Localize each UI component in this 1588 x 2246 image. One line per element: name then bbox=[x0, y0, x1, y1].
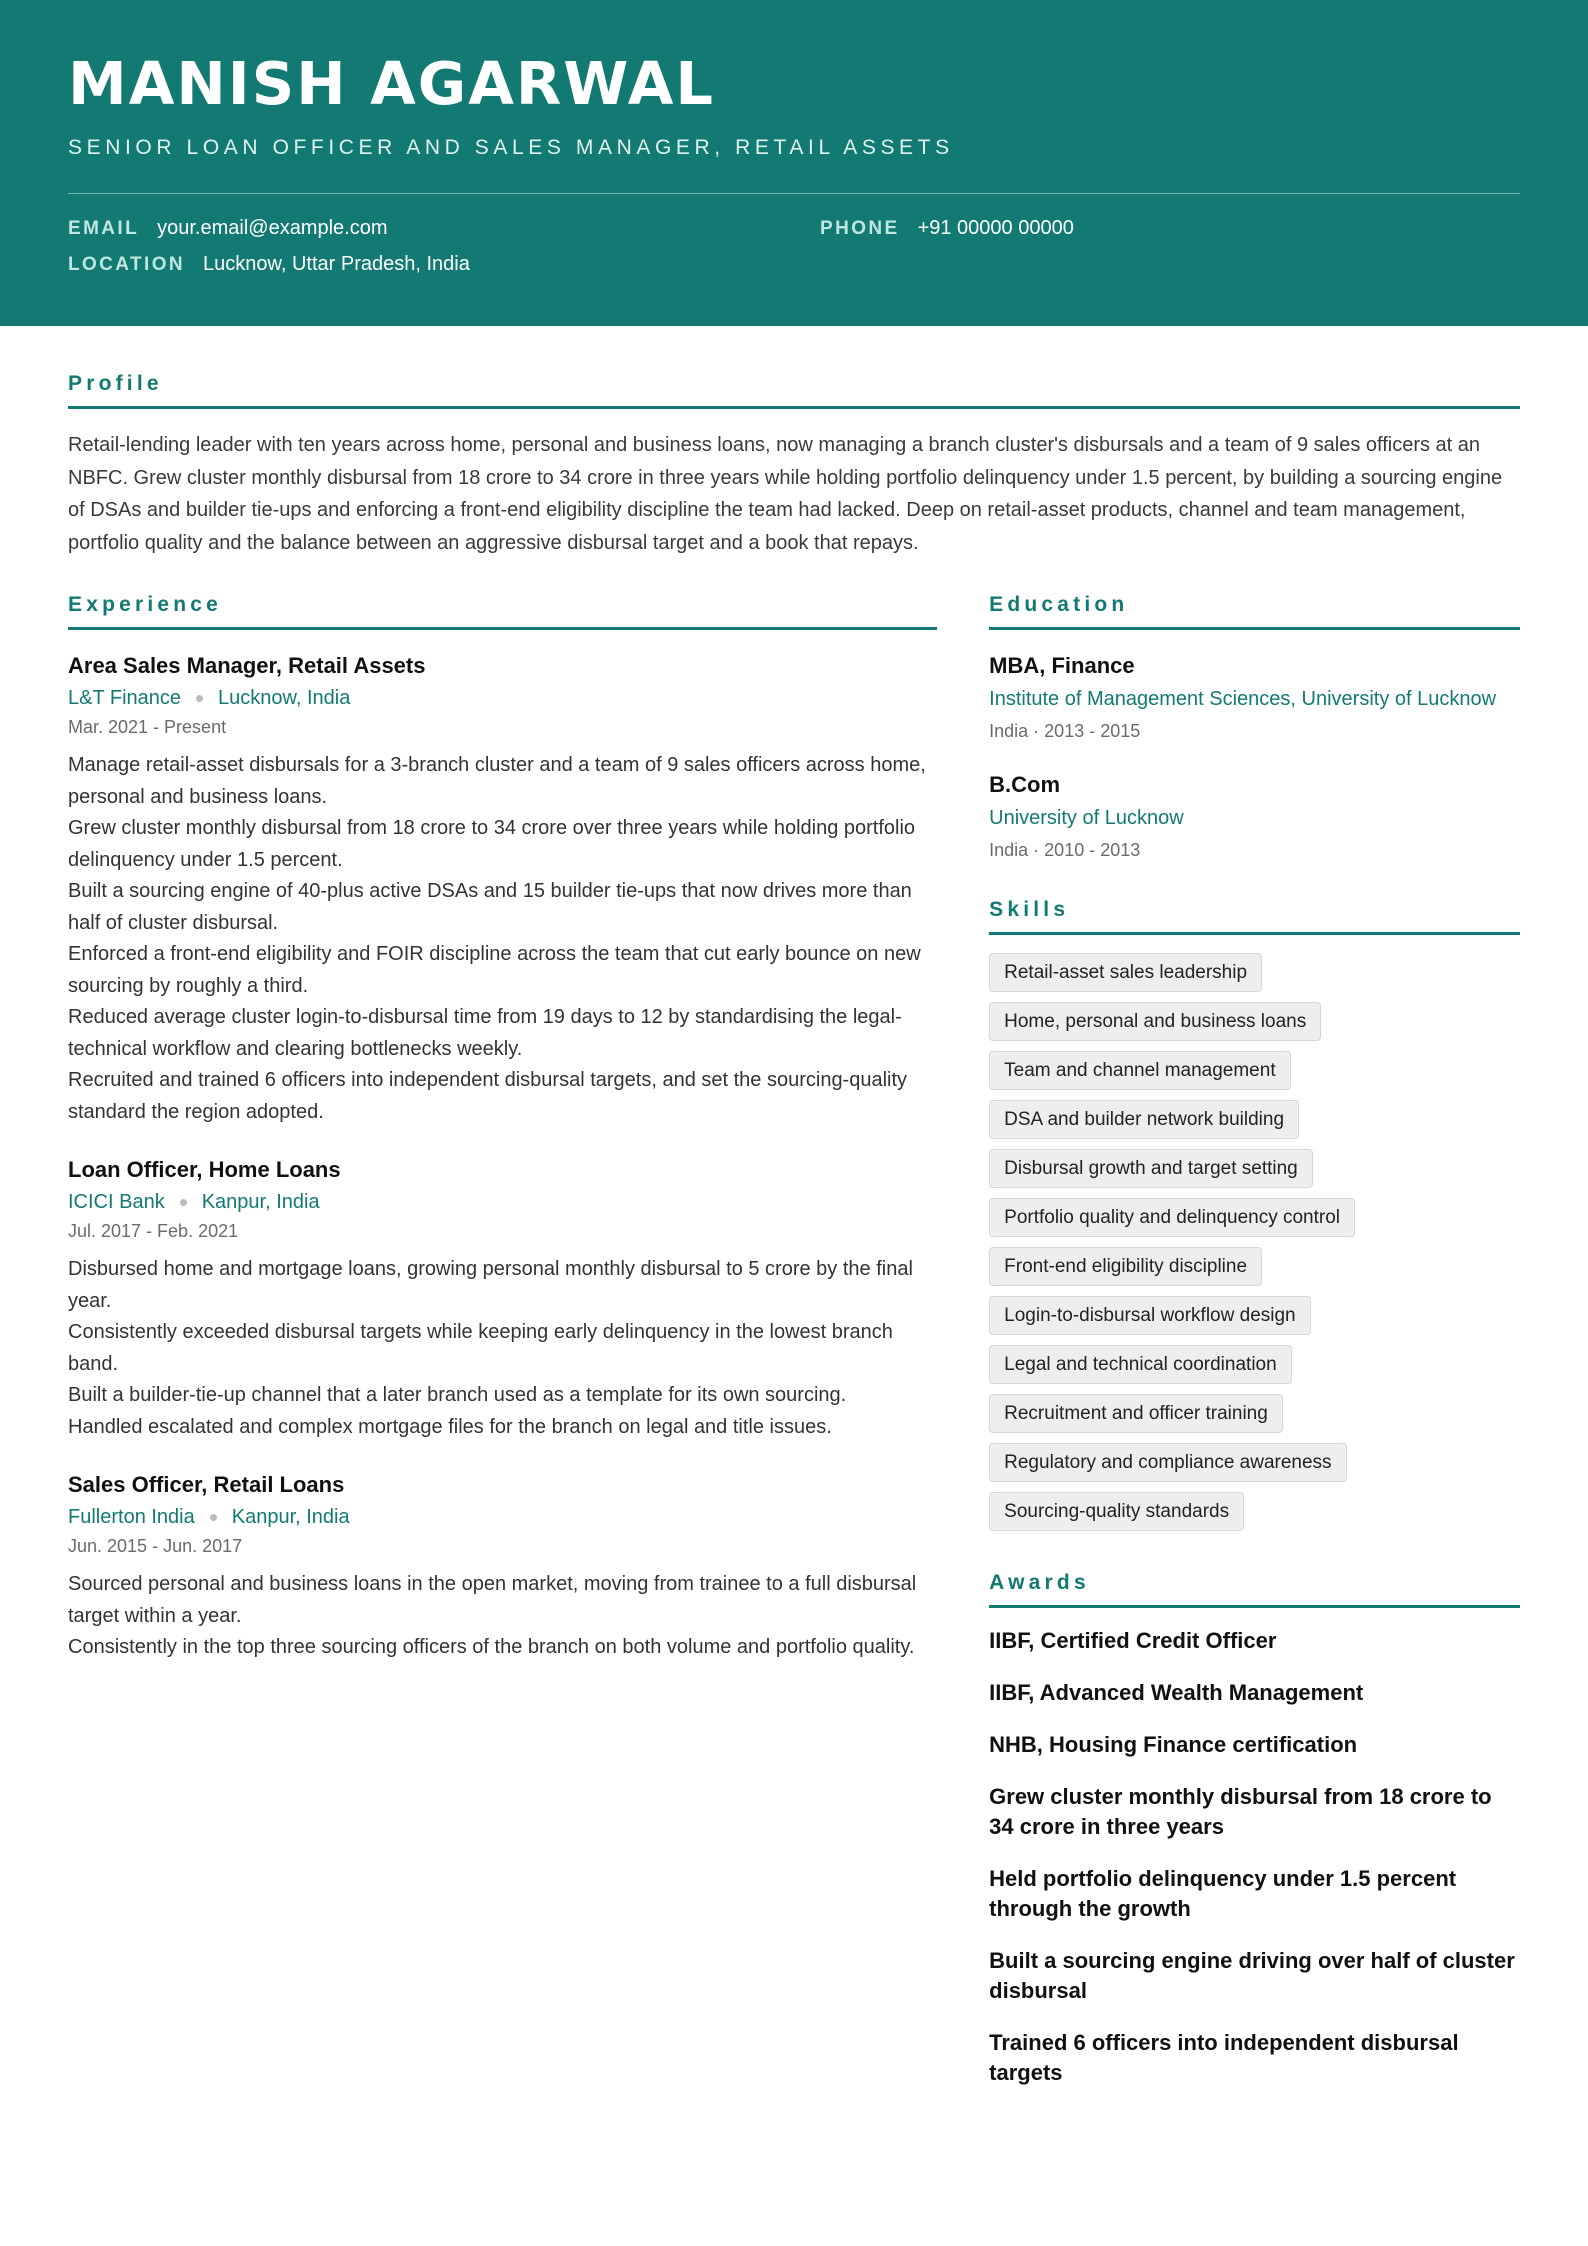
award-item: Held portfolio delinquency under 1.5 percent through the growth bbox=[989, 1866, 1457, 1921]
job-bullet-list bbox=[68, 1569, 937, 1664]
job-entry bbox=[68, 1471, 937, 1664]
skill-chip: Front-end eligibility discipline bbox=[989, 1247, 1262, 1286]
header-divider bbox=[68, 193, 1520, 194]
award-item: Trained 6 officers into independent disbursal targets bbox=[989, 2030, 1459, 2085]
job-bullet: Enforced a front-end eligibility and FOIR discipline across the team that cut early bounce on new sourcing by roughly a third. bbox=[68, 943, 921, 997]
job-title: Sales Officer, Retail Loans bbox=[68, 1472, 345, 1497]
award-item: IIBF, Advanced Wealth Management bbox=[989, 1680, 1364, 1705]
job-location: Kanpur, India bbox=[231, 1506, 350, 1528]
job-dates: Mar. 2021 - Present bbox=[68, 717, 227, 737]
job-bullet-list bbox=[68, 1254, 937, 1443]
skills-heading: Skills bbox=[989, 898, 1520, 935]
location-label: LOCATION bbox=[68, 254, 186, 275]
skill-chip: DSA and builder network building bbox=[989, 1100, 1299, 1139]
phone-value[interactable]: +91 00000 00000 bbox=[917, 217, 1074, 239]
resume-header bbox=[0, 0, 1588, 326]
degree: MBA, Finance bbox=[989, 653, 1135, 678]
profile-section bbox=[68, 372, 1520, 559]
job-bullet: Handled escalated and complex mortgage files for the branch on legal and title issues. bbox=[68, 1415, 832, 1438]
awards-list bbox=[989, 1626, 1520, 2088]
award-item: NHB, Housing Finance certification bbox=[989, 1732, 1358, 1757]
location-value: Lucknow, Uttar Pradesh, India bbox=[203, 253, 470, 275]
award-item: Grew cluster monthly disbursal from 18 crore to 34 crore in three years bbox=[989, 1784, 1492, 1839]
candidate-name: MANISH AGARWAL bbox=[68, 49, 715, 118]
resume-body bbox=[0, 372, 1588, 2088]
job-entry bbox=[68, 652, 937, 1128]
contact-email bbox=[68, 217, 820, 240]
skill-chip: Legal and technical coordination bbox=[989, 1345, 1292, 1384]
job-organization bbox=[68, 1189, 937, 1215]
job-bullet: Consistently in the top three sourcing officers of the branch on both volume and portfolio quality. bbox=[68, 1636, 915, 1658]
email-label: EMAIL bbox=[68, 218, 140, 239]
job-title: Area Sales Manager, Retail Assets bbox=[68, 653, 426, 678]
education-meta: India · 2013 - 2015 bbox=[989, 721, 1141, 741]
job-bullet: Recruited and trained 6 officers into independent disbursal targets, and set the sourcing-quality standard the region adopted. bbox=[68, 1069, 908, 1123]
separator-dot-icon bbox=[180, 1199, 187, 1206]
awards-section bbox=[989, 1571, 1520, 2088]
job-bullet: Sourced personal and business loans in the open market, moving from trainee to a full disbursal target within a year. bbox=[68, 1573, 917, 1627]
experience-section bbox=[68, 593, 937, 2088]
education-meta: India · 2010 - 2013 bbox=[989, 840, 1141, 860]
job-dates: Jun. 2015 - Jun. 2017 bbox=[68, 1536, 243, 1556]
separator-dot-icon bbox=[196, 695, 203, 702]
job-dates: Jul. 2017 - Feb. 2021 bbox=[68, 1221, 239, 1241]
job-bullet: Built a builder-tie-up channel that a later branch used as a template for its own sourcing. bbox=[68, 1384, 847, 1406]
experience-heading: Experience bbox=[68, 593, 937, 630]
skill-chip: Sourcing-quality standards bbox=[989, 1492, 1244, 1531]
job-bullet: Reduced average cluster login-to-disbursal time from 19 days to 12 by standardising the legal-technical workflow and clearing bottlenecks weekly. bbox=[68, 1006, 902, 1060]
sidebar-column bbox=[989, 593, 1520, 2088]
skill-chip: Team and channel management bbox=[989, 1051, 1290, 1090]
school-name: University of Lucknow bbox=[989, 807, 1184, 829]
job-bullet-list bbox=[68, 750, 937, 1128]
skill-chip: Home, personal and business loans bbox=[989, 1002, 1321, 1041]
skill-chip: Login-to-disbursal workflow design bbox=[989, 1296, 1310, 1335]
skills-list bbox=[989, 953, 1520, 1531]
job-location: Lucknow, India bbox=[218, 687, 351, 709]
job-organization bbox=[68, 1504, 937, 1530]
company-name: Fullerton India bbox=[68, 1506, 195, 1528]
education-heading: Education bbox=[989, 593, 1520, 630]
job-organization bbox=[68, 685, 937, 711]
skill-chip: Recruitment and officer training bbox=[989, 1394, 1283, 1433]
job-bullet: Grew cluster monthly disbursal from 18 crore to 34 crore over three years while holding portfolio delinquency under 1.5 percent. bbox=[68, 817, 916, 871]
education-entry bbox=[989, 652, 1520, 743]
education-list bbox=[989, 652, 1520, 862]
degree: B.Com bbox=[989, 772, 1061, 797]
job-bullet: Disbursed home and mortgage loans, growing personal monthly disbursal to 5 crore by the final year. bbox=[68, 1258, 913, 1312]
award-item: IIBF, Certified Credit Officer bbox=[989, 1628, 1277, 1653]
profile-text: Retail-lending leader with ten years across home, personal and business loans, now managing a branch cluster's disbursals and a team of 9 sales officers at an NBFC. Grew cluster monthly disbursal from 18 crore to 34 crore in three years while holding portfolio delinquency under 1.5 percent, by building a sourcing engine of DSAs and builder tie-ups and enforcing a front-end eligibility discipline the team had lacked. Deep on retail-asset products, channel and team management, portfolio quality and the balance between an aggressive disbursal target and a book that repays. bbox=[68, 434, 1503, 554]
candidate-title: SENIOR LOAN OFFICER AND SALES MANAGER, RETAIL ASSETS bbox=[68, 136, 954, 159]
contact-info bbox=[68, 217, 1520, 276]
award-item: Built a sourcing engine driving over half of cluster disbursal bbox=[989, 1948, 1515, 2003]
job-bullet: Consistently exceeded disbursal targets while keeping early delinquency in the lowest branch band. bbox=[68, 1321, 893, 1375]
job-title: Loan Officer, Home Loans bbox=[68, 1157, 341, 1182]
contact-phone bbox=[820, 217, 1520, 240]
company-name: L&T Finance bbox=[68, 687, 182, 709]
profile-heading: Profile bbox=[68, 372, 1520, 409]
job-bullet: Built a sourcing engine of 40-plus active DSAs and 15 builder tie-ups that now drives more than half of cluster disbursal. bbox=[68, 880, 912, 934]
skill-chip: Portfolio quality and delinquency control bbox=[989, 1198, 1355, 1237]
job-entry bbox=[68, 1156, 937, 1443]
education-section bbox=[989, 593, 1520, 862]
company-name: ICICI Bank bbox=[68, 1191, 165, 1213]
skills-section bbox=[989, 898, 1520, 1531]
job-location: Kanpur, India bbox=[201, 1191, 320, 1213]
awards-heading: Awards bbox=[989, 1571, 1520, 1608]
separator-dot-icon bbox=[210, 1514, 217, 1521]
skill-chip: Regulatory and compliance awareness bbox=[989, 1443, 1346, 1482]
job-list bbox=[68, 652, 937, 1664]
skill-chip: Disbursal growth and target setting bbox=[989, 1149, 1313, 1188]
education-entry bbox=[989, 771, 1520, 862]
skill-chip: Retail-asset sales leadership bbox=[989, 953, 1262, 992]
contact-location bbox=[68, 253, 820, 276]
phone-label: PHONE bbox=[820, 218, 900, 239]
two-column-layout bbox=[68, 593, 1520, 2088]
email-value[interactable]: your.email@example.com bbox=[157, 217, 388, 239]
job-bullet: Manage retail-asset disbursals for a 3-branch cluster and a team of 9 sales officers across home, personal and business loans. bbox=[68, 754, 926, 808]
school-name: Institute of Management Sciences, University of Lucknow bbox=[989, 688, 1497, 710]
